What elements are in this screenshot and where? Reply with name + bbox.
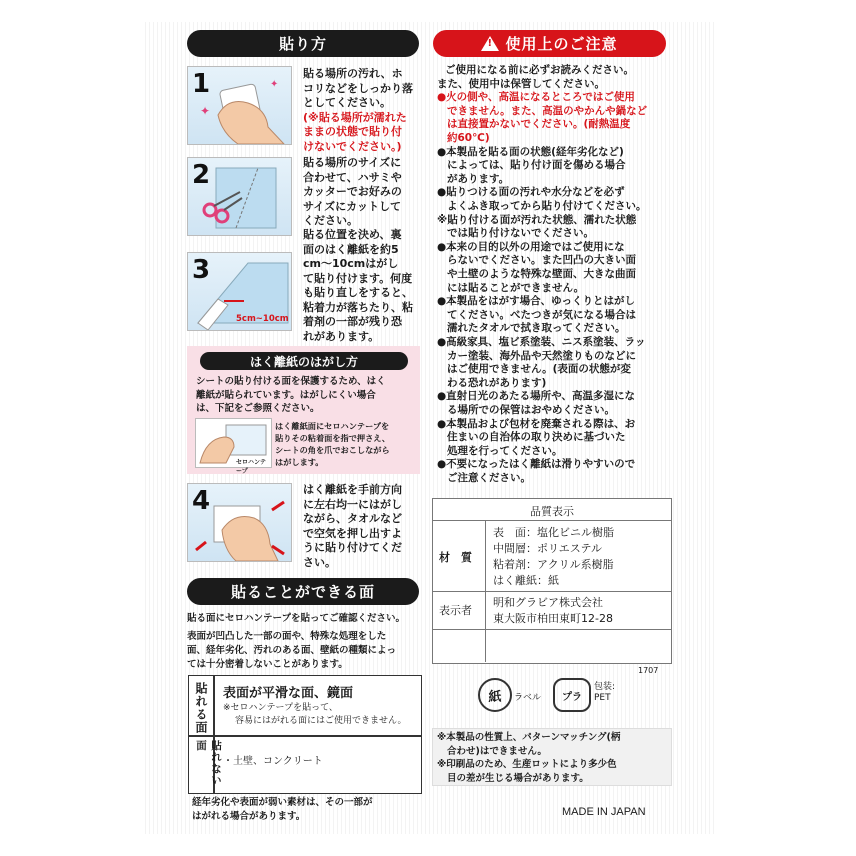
quality-table [432,498,672,664]
step-2-line: カッターでお好みの [303,185,402,198]
step-3-number: 3 [192,255,211,285]
caution-line: よくふき取ってから貼り付けてください。 [447,200,647,212]
made-in-label: MADE IN JAPAN [562,806,646,818]
surface-intro-check: 貼る面にセロハンテープを貼ってご確認ください。 [187,613,406,624]
surface-intro-line: 表面が凹凸した一部の面や、特殊な処理をした [187,631,387,642]
step-3-text [303,228,423,344]
caution-line: ●火の側や、高温になるところではご使用 [437,91,635,104]
tape-label: セロハンテープ [236,459,267,475]
step-3-line: れがあります。 [303,329,380,343]
caution-line: には貼ることができません。 [447,281,585,294]
svg-text:✦: ✦ [200,104,211,118]
step-1-illustration [187,66,292,145]
maker-label: 表示者 [439,604,472,617]
step-4-line: で空気を押し出すよ [303,526,402,540]
surface-intro-line: ては十分密着しないことがあります。 [187,659,348,670]
step-2-line: サイズにカットして [303,199,402,213]
caution-line: があります。 [447,172,510,185]
quality-divider [433,591,671,593]
quality-title: 品質表示 [530,505,574,518]
material-item: 粘着剤：アクリル系樹脂 [493,558,614,571]
surface-intro-line: 面、経年劣化、汚れのある面、壁紙の種類によっ [187,645,397,656]
note-line: 目の差が生じる場合があります。 [447,772,589,784]
peel-detail-line: 貼りその粘着面を指で押さえ、 [275,433,391,443]
plastic-caption-line: PET [594,693,611,703]
caution-line: 濡れたタオルで拭き取ってください。 [447,322,626,335]
peel-detail-line: シートの角を爪でおこしながら [275,445,390,455]
caution-line: ●高級家具、塩ビ系塗装、ニス系塗装、ラッ [437,336,646,348]
caution-line: てください。べたつきが気になる場合は [447,308,636,321]
step-4-text [303,483,423,570]
ok-surface-note-line: ※セロハンテープを貼って、 [223,703,338,713]
ng-surface-item: ・土壁、コンクリート [223,756,323,767]
step-2-number: 2 [192,160,211,190]
paper-mark: 紙 [488,689,502,705]
step-4-line: はく離紙を手前方向 [303,483,402,496]
step-1-note: (※貼る場所が濡れた [303,110,407,124]
caution-line: 処理を行ってください。 [447,444,563,457]
hand-wiping-icon [188,67,291,144]
paper-caption: ラベル [514,693,542,703]
plastic-recycle-icon [553,678,591,712]
warning-symbol: ! [487,38,494,49]
surface-header [187,578,419,605]
svg-text:✦: ✦ [270,79,279,90]
ng-surface-label: 貼れない面 [195,740,222,786]
paper-recycle-icon [478,678,512,712]
caution-line: できません。また、高温のやかんや鍋など [447,104,648,117]
material-item: はく離紙：紙 [493,574,559,587]
how-to-header [187,30,419,57]
maker-address: 東大阪市柏田東町12-28 [493,612,613,625]
step-2-text [303,156,423,229]
peel-intro-line: 離紙が貼られています。はがしにくい場合 [196,389,376,401]
surface-table-divider [189,735,421,737]
caution-line: はご使用できません。(表面の状態が変 [447,363,631,376]
quality-divider [433,629,671,631]
ok-surface-note-line: 容易にはがれる面にはご使用できません。 [235,716,407,726]
caution-line: カー塗装、海外品や天然塗りものなどに [447,349,636,362]
scissors-icon [188,158,291,235]
step-1-line: 貼る場所の汚れ、ホ [303,67,403,80]
caution-line: る場所での保管はおやめください。 [447,404,615,416]
caution-line: ●本製品をはがす場合、ゆっくりとはがし [437,295,636,308]
caution-line: 約60℃) [447,132,490,144]
step-4-number: 4 [192,486,211,516]
step-3-line: 粘着力が落ちたり、粘 [303,300,413,314]
step-2-line: 貼る場所のサイズに [303,156,402,169]
plastic-caption-line: 包装: [594,682,616,692]
ok-surface-title: 表面が平滑な面、鏡面 [223,686,354,701]
caution-header [433,30,666,57]
material-list [493,525,614,589]
peel-illustration [195,418,272,475]
material-item: 表 面：塩化ビニル樹脂 [493,526,614,539]
step-1-number: 1 [192,69,211,99]
caution-line: らないでください。また凹凸の大きい面 [447,254,636,267]
step-4-illustration [187,483,292,562]
surface-table [188,675,422,794]
ok-surface-note [223,702,407,728]
caution-line: ●直射日光のあたる場所や、高温多湿にな [437,390,635,403]
warning-icon [481,36,499,51]
step-1-text [303,67,423,154]
caution-line: ●不要になったはく離紙は滑りやすいので [437,458,636,471]
caution-line: によっては、貼り付け面を傷める場合 [447,159,626,172]
ok-surface-label: 貼れる面 [194,682,208,734]
step-3-line: 着剤の一部が残り恐 [303,315,402,328]
step-2-line: ください。 [303,214,358,227]
product-code: 1707 [638,666,659,675]
caution-line: ご使用になる前に必ずお読みください。 [445,64,634,76]
product-notes [437,731,671,785]
step-3-line: て貼り付けます。何度 [303,271,413,285]
step-1-line: としてください。 [303,96,391,109]
step-4-line: うに貼り付けてくだ [303,541,402,554]
peel-detail-line: はく離紙面にセロハンテープを [275,421,390,431]
caution-line: は直接置かないでください。(耐熱温度 [447,118,631,131]
caution-line: ※貼り付ける面が汚れた状態、濡れた状態 [437,213,637,226]
caution-line: ●本製品を貼る面の状態(経年劣化など) [437,145,624,158]
peel-detail-line: はがします。 [275,457,324,467]
caution-line: 住まいの自治体の取り決めに基づいた [447,431,626,444]
how-to-title: 貼り方 [278,35,327,53]
quality-divider [433,520,671,522]
towel-press-icon [188,484,291,561]
surface-footer-line: 経年劣化や表面が弱い素材は、その一部が [192,797,373,808]
step-3-line: 面のはく離紙を約5 [303,242,399,256]
step-4-line: に左右均一にはがし [303,497,402,511]
note-line: ※本製品の性質上、パターンマッチング(柄 [437,732,621,743]
peel-header [200,352,408,370]
plastic-mark: プラ [562,691,582,703]
step-4-line: ながら、タオルなど [303,512,402,525]
step-2-illustration [187,157,292,236]
step-1-note: けないでください。) [303,139,402,153]
maker-name: 明和グラビア株式会社 [493,596,603,609]
surface-footer-line: はがれる場合があります。 [192,810,306,822]
step-4-line: さい。 [303,555,336,569]
caution-line: ●本製品および包材を廃棄される際は、お [437,417,636,430]
caution-line: また、使用中は保管してください。 [437,77,605,90]
caution-line: ●貼りつける面の汚れや水分などを必ず [437,186,625,199]
maker-info [493,595,613,627]
note-line: 合わせ)はできません。 [447,745,547,757]
step-3-line: cm～10cmはがし [303,257,399,270]
caution-line: ●本来の目的以外の用途ではご使用にな [437,240,625,253]
caution-line: ご注意ください。 [447,472,531,484]
step-1-line: コリなどをしっかり落 [303,81,413,95]
peel-intro-line: シートの貼り付ける面を保護するため、はく [196,376,386,387]
caution-line: わる恐れがあります) [447,376,547,389]
note-line: ※印刷品のため、生産ロットにより多少色 [437,759,617,770]
step-3-line: も貼り直しをすると、 [303,286,413,299]
surface-footer [192,796,422,823]
material-label: 材 質 [439,551,472,564]
surface-intro [187,630,423,672]
peel-intro-line: は、下記をご参照ください。 [196,403,320,414]
plastic-caption [594,682,615,704]
step-3-measure: 5cm~10cm [236,314,289,324]
peel-title: はく離紙のはがし方 [249,354,358,369]
surface-title: 貼ることができる面 [230,583,375,601]
step-1-note: ままの状態で貼り付 [303,125,402,138]
caution-line: や土壁のような特殊な壁面、大きな曲面 [447,268,636,280]
step-3-line: 貼る位置を決め、裏 [303,228,402,241]
peel-intro [196,375,416,416]
step-2-line: 合わせて、ハサミや [303,170,402,184]
caution-title: 使用上のご注意 [505,35,618,53]
step-3-illustration [187,252,292,331]
peel-detail [275,420,420,468]
material-item: 中間層：ポリエステル [493,542,603,555]
caution-line: では貼り付けないでください。 [447,227,594,240]
